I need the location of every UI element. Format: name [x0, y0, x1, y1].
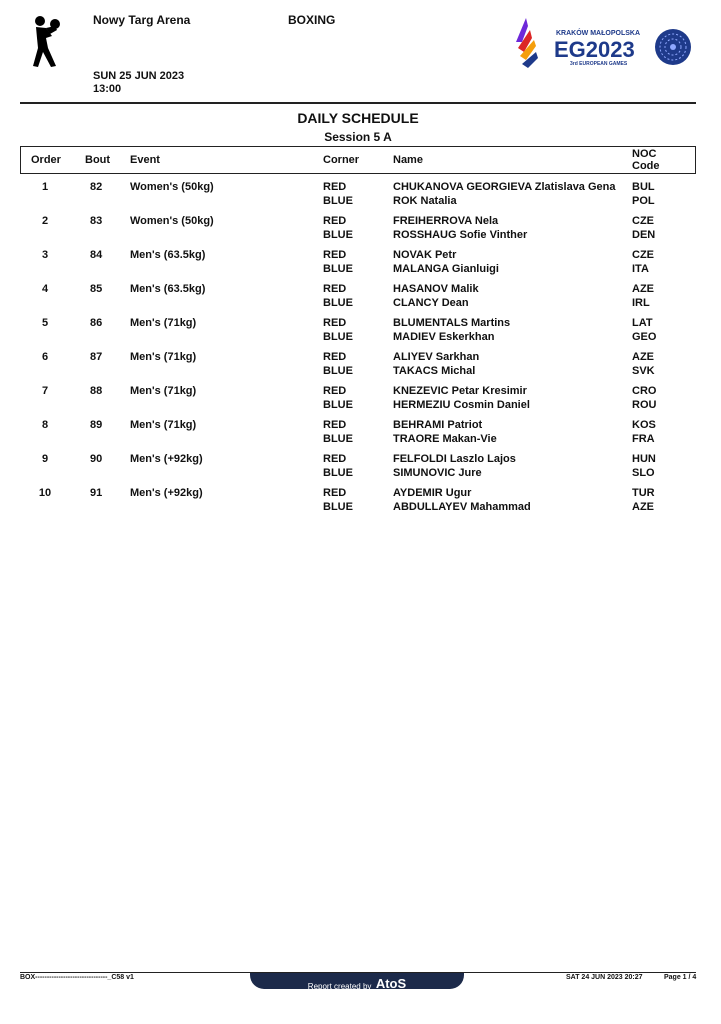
- row-order: 6: [41, 351, 49, 363]
- red-corner-label: RED: [323, 249, 347, 261]
- row-bout: 89: [90, 419, 103, 431]
- row-bout: 84: [90, 249, 103, 261]
- blue-corner-label: BLUE: [323, 263, 353, 275]
- red-noc-code: CRO: [632, 385, 657, 397]
- header-rule: [20, 102, 696, 104]
- row-bout: 90: [90, 453, 103, 465]
- report-created-by: Report created by: [307, 982, 372, 991]
- column-header-name: Name: [393, 154, 423, 166]
- row-event: Men's (71kg): [130, 419, 197, 431]
- boxer-icon: [28, 14, 66, 68]
- red-athlete-name: CHUKANOVA GEORGIEVA Zlatislava Gena: [393, 181, 616, 193]
- blue-noc-code: SLO: [632, 467, 655, 479]
- blue-athlete-name: SIMUNOVIC Jure: [393, 467, 482, 479]
- row-event: Men's (71kg): [130, 351, 197, 363]
- red-athlete-name: HASANOV Malik: [393, 283, 479, 295]
- red-noc-code: LAT: [632, 317, 653, 329]
- blue-athlete-name: TRAORE Makan-Vie: [393, 433, 497, 445]
- blue-noc-code: FRA: [632, 433, 655, 445]
- blue-corner-label: BLUE: [323, 365, 353, 377]
- blue-athlete-name: MALANGA Gianluigi: [393, 263, 499, 275]
- row-order: 1: [41, 181, 49, 193]
- logo-small-text: KRAKÓW MAŁOPOLSKA: [556, 30, 640, 37]
- blue-noc-code: GEO: [632, 331, 657, 343]
- atos-logo: AtoS: [375, 976, 407, 991]
- row-order: 9: [41, 453, 49, 465]
- column-header-noc: NOC: [632, 148, 657, 160]
- schedule-date: SUN 25 JUN 2023: [93, 70, 185, 82]
- blue-athlete-name: HERMEZIU Cosmin Daniel: [393, 399, 530, 411]
- row-bout: 87: [90, 351, 103, 363]
- blue-corner-label: BLUE: [323, 331, 353, 343]
- blue-noc-code: AZE: [632, 501, 654, 513]
- red-corner-label: RED: [323, 181, 347, 193]
- row-event: Men's (+92kg): [130, 487, 203, 499]
- red-athlete-name: BLUMENTALS Martins: [393, 317, 511, 329]
- red-noc-code: TUR: [632, 487, 655, 499]
- red-noc-code: CZE: [632, 215, 654, 227]
- report-banner: [250, 973, 464, 989]
- blue-noc-code: DEN: [632, 229, 656, 241]
- row-event: Men's (71kg): [130, 385, 197, 397]
- blue-noc-code: ROU: [632, 399, 657, 411]
- european-games-emblem: [654, 28, 692, 66]
- column-header-bout: Bout: [85, 154, 111, 166]
- blue-athlete-name: TAKACS Michal: [393, 365, 476, 377]
- row-bout: 91: [90, 487, 103, 499]
- column-header-corner: Corner: [323, 154, 360, 166]
- blue-athlete-name: ABDULLAYEV Mahammad: [393, 501, 531, 513]
- row-order: 7: [41, 385, 49, 397]
- row-bout: 82: [90, 181, 103, 193]
- blue-corner-label: BLUE: [323, 433, 353, 445]
- schedule-time: 13:00: [93, 83, 122, 95]
- blue-noc-code: POL: [632, 195, 655, 207]
- venue-name: Nowy Targ Arena: [93, 13, 191, 27]
- blue-athlete-name: CLANCY Dean: [393, 297, 469, 309]
- blue-athlete-name: ROSSHAUG Sofie Vinther: [393, 229, 528, 241]
- red-corner-label: RED: [323, 351, 347, 363]
- page-number: Page 1 / 4: [664, 974, 697, 981]
- column-header-noc-code: Code: [632, 160, 660, 172]
- logo-main-text: EG2023: [554, 37, 635, 62]
- row-bout: 83: [90, 215, 103, 227]
- row-bout: 86: [90, 317, 103, 329]
- red-athlete-name: FREIHERROVA Nela: [393, 215, 499, 227]
- red-athlete-name: FELFOLDI Laszlo Lajos: [393, 453, 516, 465]
- red-noc-code: KOS: [632, 419, 656, 431]
- blue-corner-label: BLUE: [323, 467, 353, 479]
- blue-corner-label: BLUE: [323, 229, 353, 241]
- row-event: Men's (63.5kg): [130, 283, 206, 295]
- column-header-order: Order: [31, 154, 61, 166]
- row-event: Men's (63.5kg): [130, 249, 206, 261]
- red-corner-label: RED: [323, 283, 347, 295]
- row-order: 4: [41, 283, 49, 295]
- row-order: 8: [41, 419, 49, 431]
- blue-noc-code: ITA: [632, 263, 649, 275]
- blue-athlete-name: MADIEV Eskerkhan: [393, 331, 495, 343]
- row-order: 2: [41, 215, 49, 227]
- red-athlete-name: NOVAK Petr: [393, 249, 457, 261]
- blue-noc-code: IRL: [632, 297, 650, 309]
- row-bout: 88: [90, 385, 103, 397]
- report-code: BOX-------------------------------_C58 v1: [20, 974, 134, 981]
- red-noc-code: HUN: [632, 453, 656, 465]
- red-noc-code: CZE: [632, 249, 654, 261]
- red-noc-code: AZE: [632, 351, 654, 363]
- column-header-event: Event: [130, 154, 160, 166]
- red-noc-code: AZE: [632, 283, 654, 295]
- page-title: DAILY SCHEDULE: [297, 110, 419, 126]
- red-corner-label: RED: [323, 317, 347, 329]
- red-corner-label: RED: [323, 385, 347, 397]
- row-event: Women's (50kg): [130, 181, 214, 193]
- row-event: Women's (50kg): [130, 215, 214, 227]
- row-order: 3: [41, 249, 49, 261]
- blue-athlete-name: ROK Natalia: [393, 195, 457, 207]
- session-label: Session 5 A: [324, 130, 392, 144]
- red-corner-label: RED: [323, 215, 347, 227]
- blue-noc-code: SVK: [632, 365, 655, 377]
- red-athlete-name: AYDEMIR Ugur: [393, 487, 472, 499]
- red-athlete-name: KNEZEVIC Petar Kresimir: [393, 385, 527, 397]
- row-order: 5: [41, 317, 49, 329]
- logo-sub-text: 3rd EUROPEAN GAMES: [570, 61, 628, 67]
- red-athlete-name: ALIYEV Sarkhan: [393, 351, 480, 363]
- red-corner-label: RED: [323, 419, 347, 431]
- row-order: 10: [38, 487, 52, 499]
- blue-corner-label: BLUE: [323, 399, 353, 411]
- european-games-logo: [512, 12, 657, 70]
- red-corner-label: RED: [323, 487, 347, 499]
- red-noc-code: BUL: [632, 181, 655, 193]
- blue-corner-label: BLUE: [323, 501, 353, 513]
- red-athlete-name: BEHRAMI Patriot: [393, 419, 483, 431]
- blue-corner-label: BLUE: [323, 195, 353, 207]
- row-event: Men's (+92kg): [130, 453, 203, 465]
- red-corner-label: RED: [323, 453, 347, 465]
- row-event: Men's (71kg): [130, 317, 197, 329]
- row-bout: 85: [90, 283, 103, 295]
- sport-name: BOXING: [288, 13, 336, 27]
- blue-corner-label: BLUE: [323, 297, 353, 309]
- printed-timestamp: SAT 24 JUN 2023 20:27: [566, 974, 643, 981]
